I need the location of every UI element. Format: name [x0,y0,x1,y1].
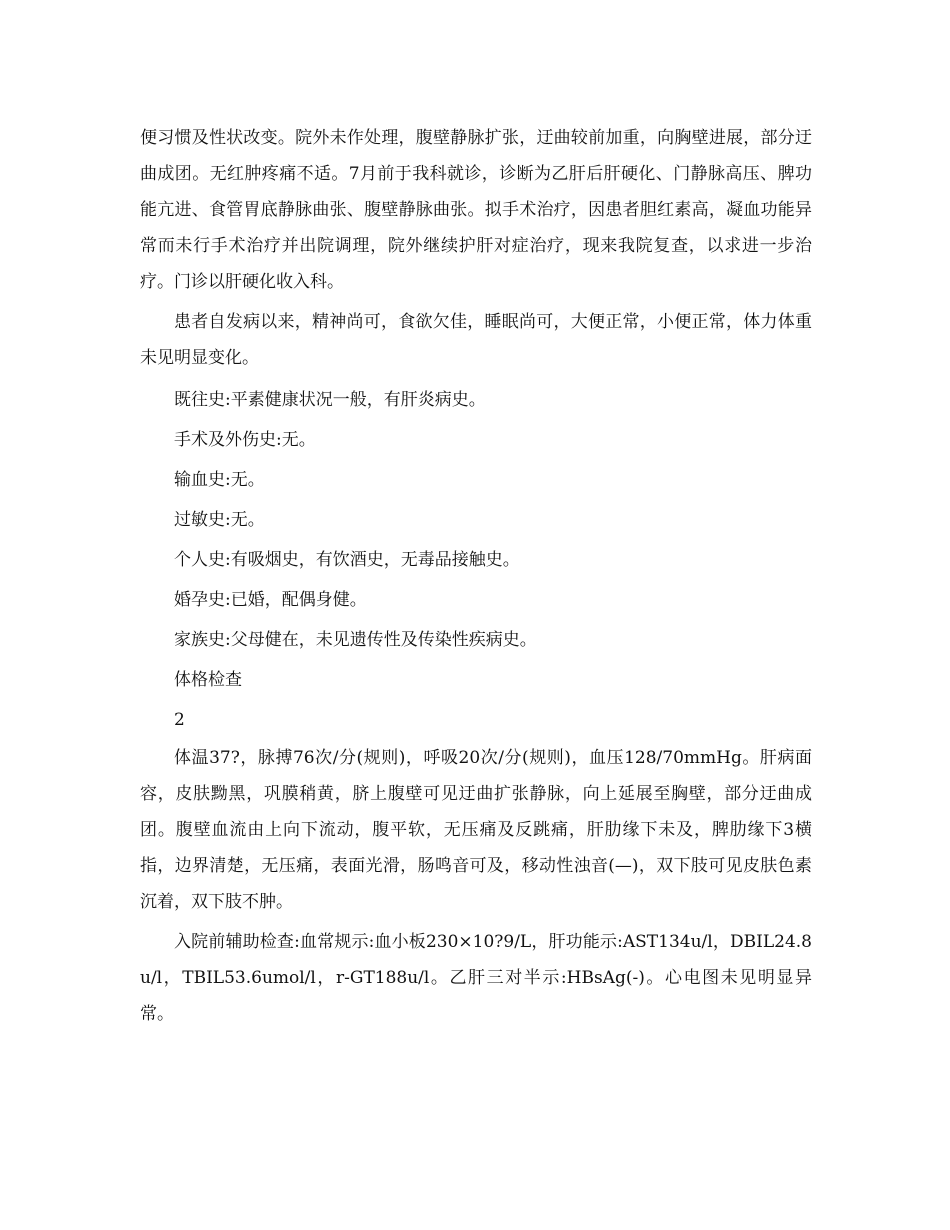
transfusion-history: 输血史:无。 [174,470,265,490]
section-heading-physical-exam: 体格检查 [174,670,242,690]
allergy-history: 过敏史:无。 [174,510,265,530]
family-history: 家族史:父母健在，未见遗传性及传染性疾病史。 [174,630,537,650]
paragraph-present-illness: 便习惯及性状改变。院外未作处理，腹壁静脉扩张，迂曲较前加重，向胸壁进展，部分迂曲成团。无红肿疼痛不适。7月前于我科就诊，诊断为乙肝后肝硬化、门静脉高压、脾功能亢进、食管胃底静脉曲张、腹壁静脉曲张。拟手术治疗，因患者胆红素高，凝血功能异常而未行手术治疗并出院调理，院外继续护肝对症治疗，现来我院复查，以求进一步治疗。门诊以肝硬化收入科。 [140,128,812,292]
personal-history: 个人史:有吸烟史，有饮酒史，无毒品接触史。 [174,550,520,570]
document-body [140,120,812,1036]
paragraph-physical-exam: 体温37?，脉搏76次/分(规则)，呼吸20次/分(规则)，血压128/70mmHg。肝病面容，皮肤黝黑，巩膜稍黄，脐上腹壁可见迂曲扩张静脉，向上延展至胸壁，部分迂曲成团。腹壁血流由上向下流动，腹平软，无压痛及反跳痛，肝肋缘下未及，脾肋缘下3横指，边界清楚，无压痛，表面光滑，肠鸣音可及，移动性浊音(—)，双下肢可见皮肤色素沉着，双下肢不肿。 [140,748,812,912]
page-number: 2 [174,710,185,730]
past-history: 既往史:平素健康状况一般，有肝炎病史。 [174,390,486,410]
paragraph-auxiliary-exam: 入院前辅助检查:血常规示:血小板230×10?9/L，肝功能示:AST134u/l，DBIL24.8u/l，TBIL53.6umol/l，r-GT188u/l。乙肝三对半示:HBsAg(-)。心电图未见明显异常。 [140,932,812,1024]
paragraph-general-condition: 患者自发病以来，精神尚可，食欲欠佳，睡眠尚可，大便正常，小便正常，体力体重未见明显变化。 [140,312,812,368]
marital-history: 婚孕史:已婚，配偶身健。 [174,590,367,610]
surgery-history: 手术及外伤史:无。 [174,430,316,450]
